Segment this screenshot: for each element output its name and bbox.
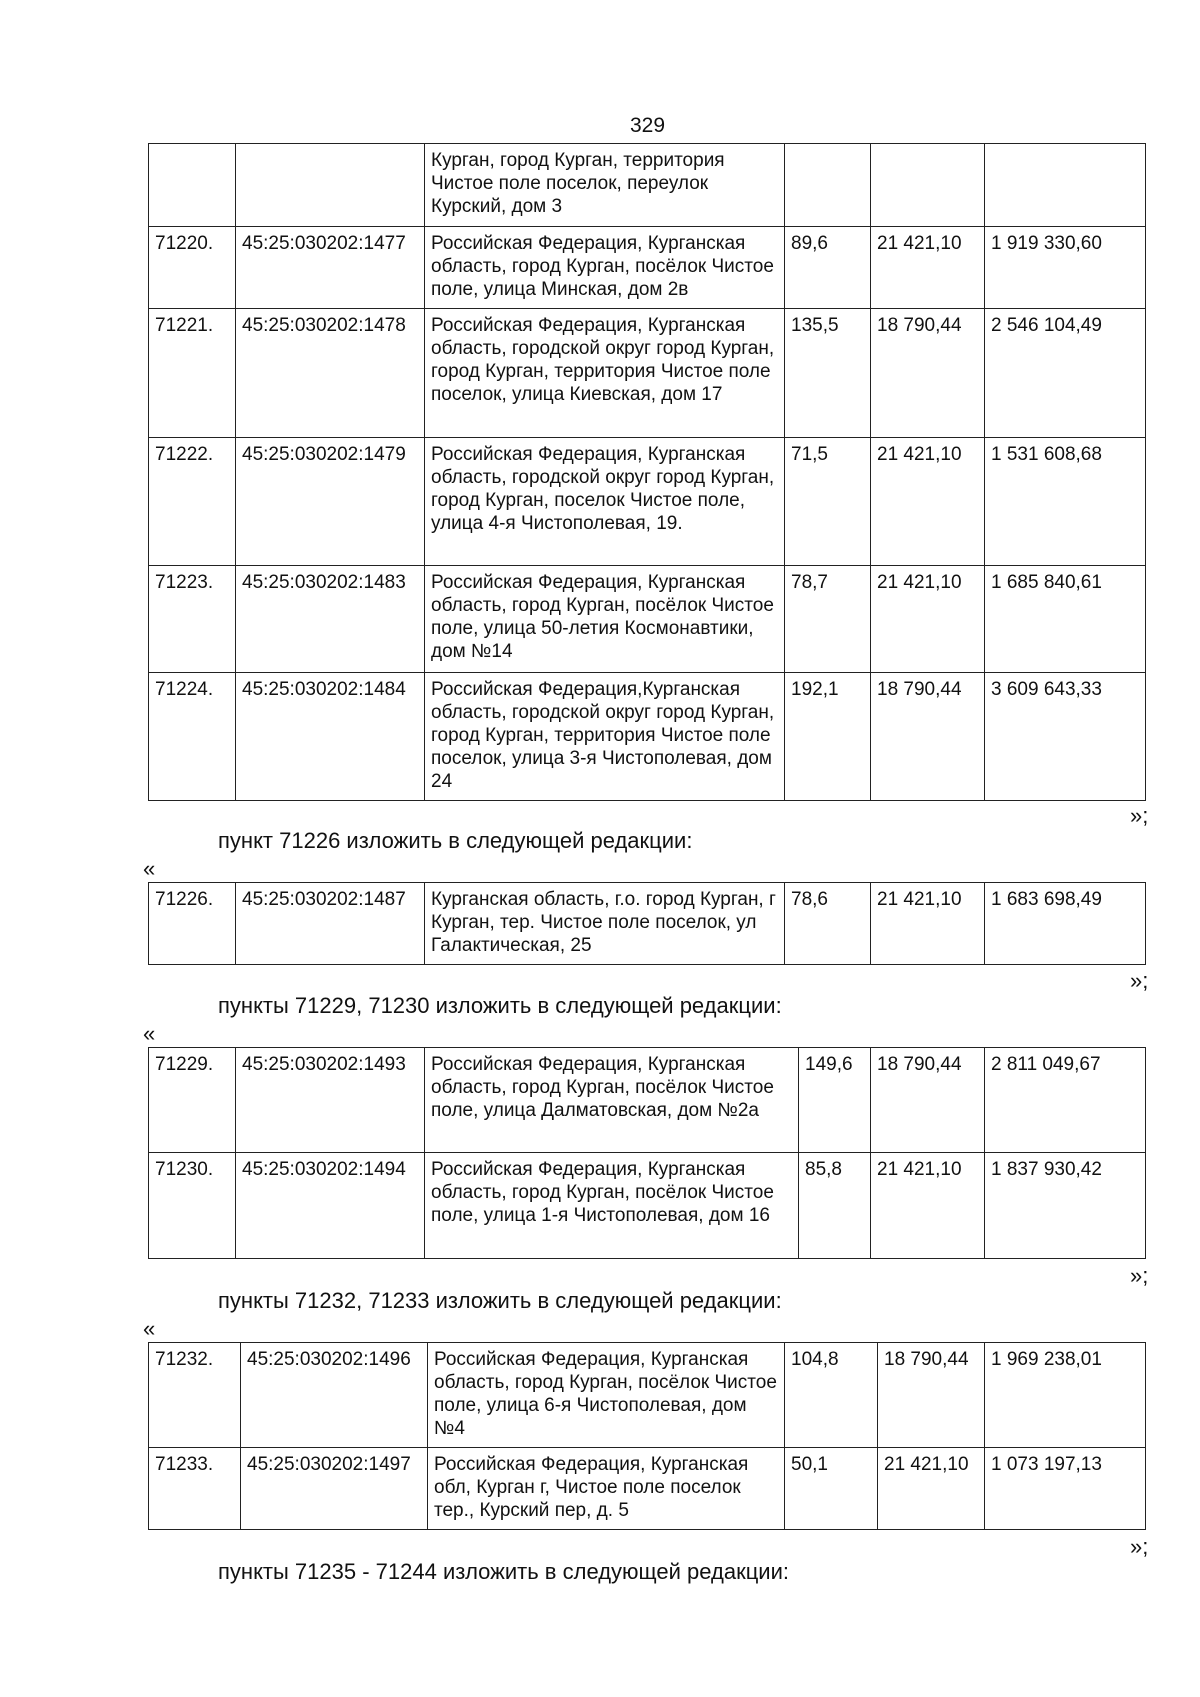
cell-cadastral: 45:25:030202:1477 (236, 227, 425, 309)
cell-num: 71232. (149, 1343, 241, 1448)
cell-address: Российская Федерация, Курганская обл, Курган г, Чистое поле поселок тер., Курский пер, д. 5 (428, 1448, 785, 1530)
table-row (149, 227, 1146, 309)
cell-total: 2 546 104,49 (985, 309, 1146, 438)
cell-num (149, 144, 236, 227)
cell-num: 71221. (149, 309, 236, 438)
cell-cadastral: 45:25:030202:1496 (241, 1343, 428, 1448)
cell-cadastral: 45:25:030202:1487 (236, 883, 425, 965)
cell-area: 50,1 (785, 1448, 878, 1530)
cell-address: Российская Федерация, Курганская область, город Курган, посёлок Чистое поле, улица 1-я Чистополевая, дом 16 (425, 1153, 799, 1259)
paragraph-71232-71233: пункты 71232, 71233 изложить в следующей редакции: (218, 1288, 782, 1313)
cell-num: 71224. (149, 673, 236, 801)
table-71229-71230 (148, 1047, 1146, 1259)
cell-cadastral: 45:25:030202:1493 (236, 1048, 425, 1153)
cell-cadastral: 45:25:030202:1494 (236, 1153, 425, 1259)
cell-total: 1 683 698,49 (985, 883, 1146, 965)
cell-area (785, 144, 871, 227)
page-number: 329 (629, 114, 666, 137)
cell-address: Российская Федерация, Курганская область, городской округ город Курган, город Курган, поселок Чистое поле, улица 4-я Чистополевая, 19. (425, 438, 785, 566)
cell-cadastral: 45:25:030202:1483 (236, 566, 425, 673)
open-quote: « (143, 856, 156, 881)
cell-total: 1 073 197,13 (985, 1448, 1146, 1530)
cell-area: 89,6 (785, 227, 871, 309)
cell-area: 85,8 (799, 1153, 871, 1259)
cell-num: 71220. (149, 227, 236, 309)
cell-cadastral (236, 144, 425, 227)
cell-address: Российская Федерация, Курганская область, город Курган, посёлок Чистое поле, улица 50-летия Космонавтики, дом №14 (425, 566, 785, 673)
cell-address: Российская Федерация, Курганская область, город Курган, посёлок Чистое поле, улица Минская, дом 2в (425, 227, 785, 309)
cell-cadastral: 45:25:030202:1479 (236, 438, 425, 566)
cell-address: Российская Федерация, Курганская область, город Курган, посёлок Чистое поле, улица 6-я Чистополевая, дом №4 (428, 1343, 785, 1448)
cell-area: 78,7 (785, 566, 871, 673)
cell-area: 71,5 (785, 438, 871, 566)
cell-num: 71230. (149, 1153, 236, 1259)
cell-num: 71233. (149, 1448, 241, 1530)
cell-price: 18 790,44 (871, 1048, 985, 1153)
close-quote: »; (1130, 968, 1149, 993)
cell-price: 21 421,10 (871, 1153, 985, 1259)
table-row (149, 1153, 1146, 1259)
table-main (148, 143, 1146, 801)
cell-address: Курган, город Курган, территория Чистое поле поселок, переулок Курский, дом 3 (425, 144, 785, 227)
table-71232-71233 (148, 1342, 1146, 1530)
table-row (149, 1448, 1146, 1530)
cell-price: 18 790,44 (871, 673, 985, 801)
cell-address: Российская Федерация,Курганская область, городской округ город Курган, город Курган, территория Чистое поле поселок, улица 3-я Чистополевая, дом 24 (425, 673, 785, 801)
cell-total: 2 811 049,67 (985, 1048, 1146, 1153)
close-quote: »; (1130, 1534, 1149, 1559)
cell-total: 1 685 840,61 (985, 566, 1146, 673)
table-row (149, 309, 1146, 438)
close-quote: »; (1130, 803, 1149, 828)
open-quote: « (143, 1021, 156, 1046)
cell-cadastral: 45:25:030202:1478 (236, 309, 425, 438)
cell-total: 1 969 238,01 (985, 1343, 1146, 1448)
cell-area: 149,6 (799, 1048, 871, 1153)
cell-price: 21 421,10 (871, 883, 985, 965)
cell-cadastral: 45:25:030202:1497 (241, 1448, 428, 1530)
cell-address: Курганская область, г.о. город Курган, г Курган, тер. Чистое поле поселок, ул Галактическая, 25 (425, 883, 785, 965)
cell-num: 71222. (149, 438, 236, 566)
cell-total: 1 531 608,68 (985, 438, 1146, 566)
table-row (149, 1048, 1146, 1153)
table-71226 (148, 882, 1146, 965)
cell-total: 3 609 643,33 (985, 673, 1146, 801)
cell-total (985, 144, 1146, 227)
cell-area: 104,8 (785, 1343, 878, 1448)
table-row (149, 438, 1146, 566)
cell-total: 1 919 330,60 (985, 227, 1146, 309)
table-row (149, 883, 1146, 965)
cell-address: Российская Федерация, Курганская область, городской округ город Курган, город Курган, территория Чистое поле поселок, улица Киевская, дом 17 (425, 309, 785, 438)
paragraph-71226: пункт 71226 изложить в следующей редакции: (218, 828, 693, 853)
cell-price (871, 144, 985, 227)
cell-price: 21 421,10 (871, 438, 985, 566)
cell-total: 1 837 930,42 (985, 1153, 1146, 1259)
close-quote: »; (1130, 1263, 1149, 1288)
cell-address: Российская Федерация, Курганская область, город Курган, посёлок Чистое поле, улица Далматовская, дом №2а (425, 1048, 799, 1153)
paragraph-71235-71244: пункты 71235 - 71244 изложить в следующей редакции: (218, 1559, 790, 1584)
cell-price: 21 421,10 (878, 1448, 985, 1530)
cell-price: 18 790,44 (871, 309, 985, 438)
table-row (149, 673, 1146, 801)
paragraph-71229-71230: пункты 71229, 71230 изложить в следующей редакции: (218, 993, 782, 1018)
table-row (149, 144, 1146, 227)
cell-num: 71229. (149, 1048, 236, 1153)
cell-area: 78,6 (785, 883, 871, 965)
cell-price: 21 421,10 (871, 227, 985, 309)
table-row (149, 1343, 1146, 1448)
cell-num: 71226. (149, 883, 236, 965)
open-quote: « (143, 1316, 156, 1341)
cell-cadastral: 45:25:030202:1484 (236, 673, 425, 801)
cell-price: 21 421,10 (871, 566, 985, 673)
cell-num: 71223. (149, 566, 236, 673)
cell-price: 18 790,44 (878, 1343, 985, 1448)
table-row (149, 566, 1146, 673)
cell-area: 135,5 (785, 309, 871, 438)
cell-area: 192,1 (785, 673, 871, 801)
